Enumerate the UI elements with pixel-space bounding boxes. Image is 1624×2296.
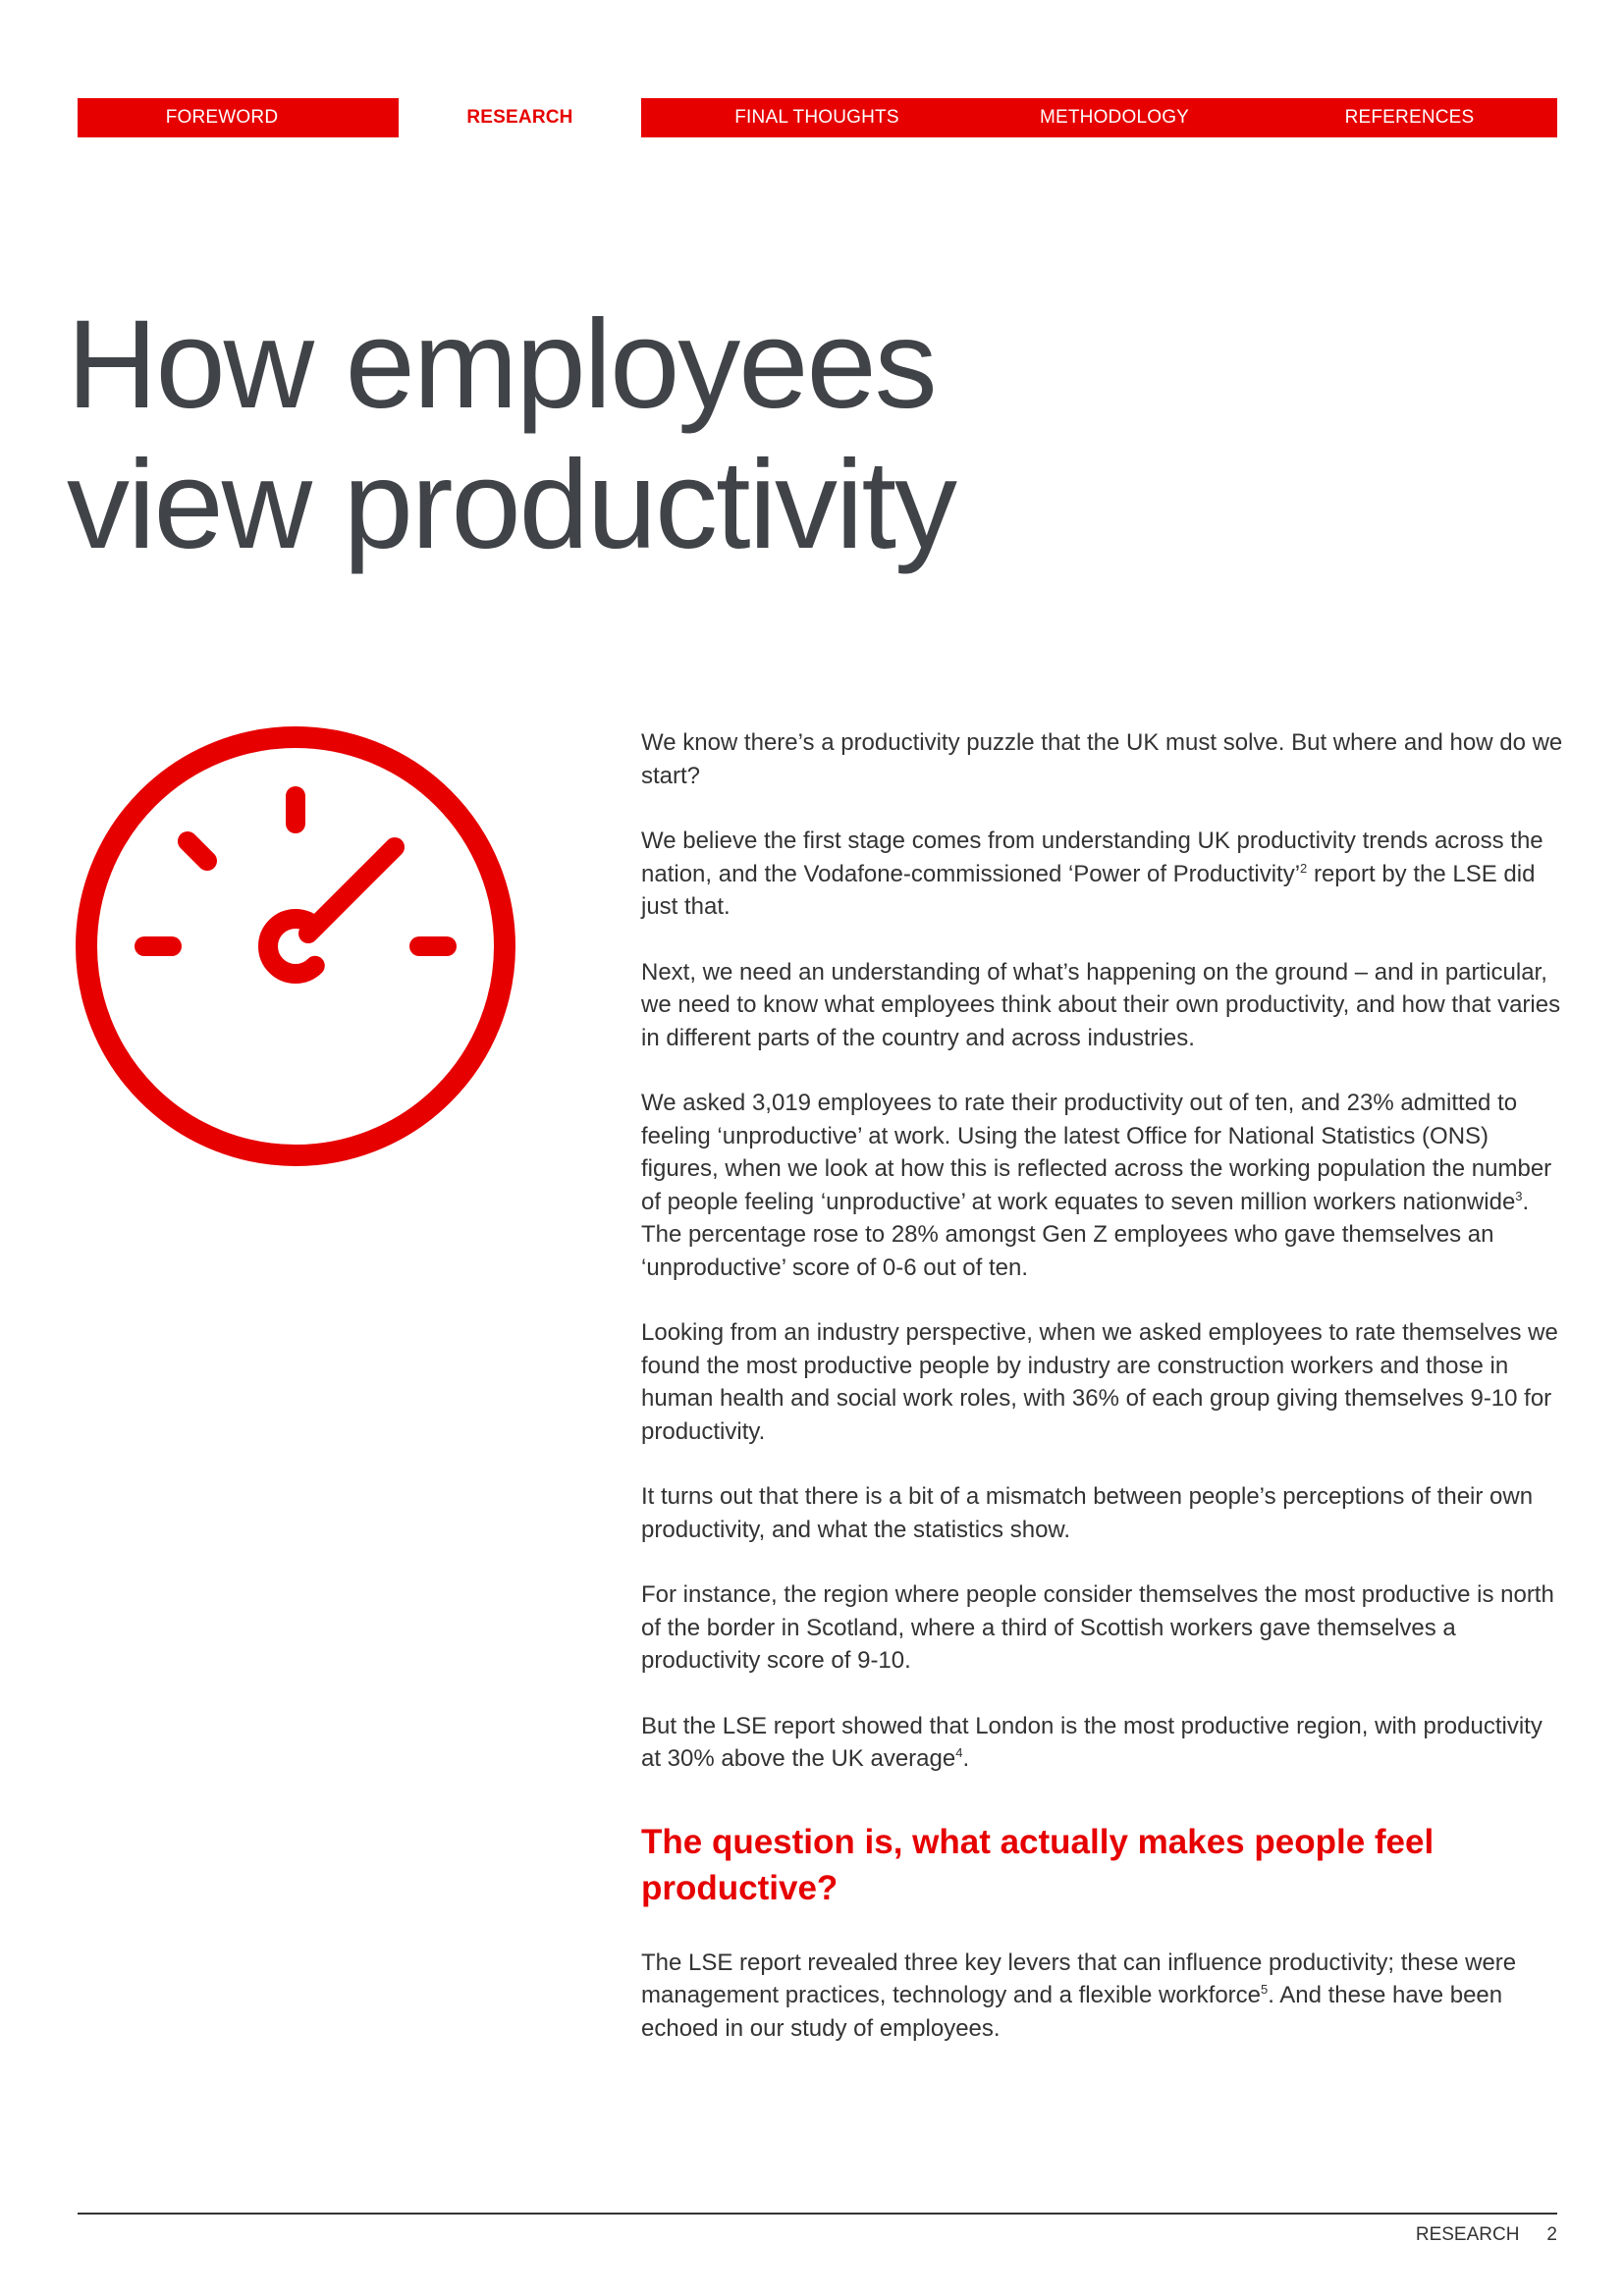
- paragraph-intro: We know there’s a productivity puzzle that the UK must solve. But where and how do we start?: [641, 729, 1563, 789]
- paragraph-scotland: For instance, the region where people consider themselves the most productive is north of the border in Scotland, where a third of Scottish workers gave themselves a productivity score of 9-10.: [641, 1581, 1554, 1674]
- footer-divider: [78, 2213, 1557, 2215]
- footer-section-label: RESEARCH: [1415, 2224, 1520, 2245]
- page-number: 2: [1546, 2224, 1557, 2245]
- nav-item-methodology[interactable]: METHODOLOGY: [1039, 107, 1190, 128]
- paragraph-first-stage: We believe the first stage comes from understanding UK productivity trends across the nation, and the Vodafone-commissioned ‘Power of Productivity’$^2$ report by the LSE did just that.: [641, 828, 1543, 920]
- page-title-line-2: view productivity: [67, 435, 955, 575]
- page-title-line-1: How employees: [67, 294, 936, 435]
- section-nav: [78, 98, 1557, 137]
- body-text: [641, 726, 1564, 2077]
- paragraph-key-levers: The LSE report revealed three key levers that can influence productivity; these were management practices, technology and a flexible workforce$^5$. And these have been echoed in our study of employees.: [641, 1949, 1517, 2042]
- footnote-ref-4[interactable]: 4: [955, 1745, 963, 1760]
- paragraph-industry-perspective: Looking from an industry perspective, when we asked employees to rate themselves we found the most productive people by industry are construction workers and those in human health and social work roles, with 36% of each group giving themselves 9-10 for productivity.: [641, 1319, 1558, 1445]
- page-title: [67, 294, 955, 575]
- paragraph-ground-understanding: Next, we need an understanding of what’s happening on the ground – and in particular, we need to know what employees think about their own productivity, and how that varies in different parts of the country and across industries.: [641, 958, 1561, 1051]
- footnote-ref-3[interactable]: 3: [1515, 1188, 1523, 1203]
- nav-item-research[interactable]: RESEARCH: [466, 107, 573, 128]
- page-footer: [1416, 2224, 1557, 2246]
- nav-item-foreword[interactable]: FOREWORD: [165, 107, 279, 128]
- paragraph-london: But the LSE report showed that London is the most productive region, with productivity at 30% above the UK average$^4$.: [641, 1712, 1543, 1772]
- section-heading: The question is, what actually makes people feel productive?: [641, 1822, 1435, 1907]
- paragraph-survey-results: We asked 3,019 employees to rate their productivity out of ten, and 23% admitted to feeling ‘unproductive’ at work. Using the latest Office for National Statistics (ONS) figures, when we look at how this is reflected across the working population the number of people feeling ‘unproductive’ at work equates to seven million workers nationwide$^3$. The percentage rose to 28% amongst Gen Z employees who gave themselves an ‘unproductive’ score of 0-6 out of ten.: [641, 1090, 1552, 1281]
- speedometer-icon: [74, 724, 517, 1168]
- nav-item-references[interactable]: REFERENCES: [1344, 107, 1475, 128]
- footnote-ref-5[interactable]: 5: [1261, 1982, 1269, 1997]
- footnote-ref-2[interactable]: 2: [1300, 860, 1308, 876]
- nav-item-final-thoughts[interactable]: FINAL THOUGHTS: [734, 107, 899, 128]
- paragraph-mismatch: It turns out that there is a bit of a mismatch between people’s perceptions of their own productivity, and what the statistics show.: [641, 1483, 1534, 1543]
